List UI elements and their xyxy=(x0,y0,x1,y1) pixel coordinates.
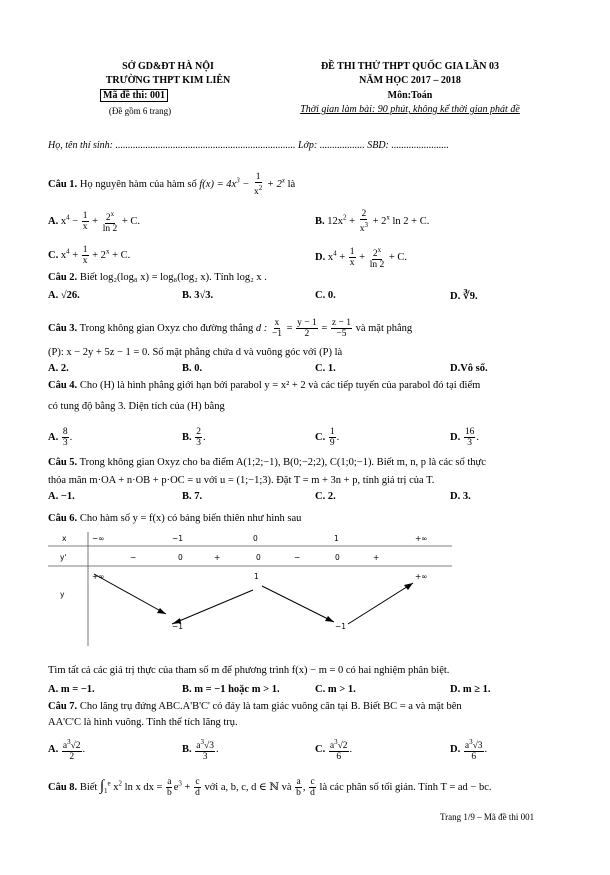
q2-option-a[interactable]: A. √26. xyxy=(48,290,80,301)
q6-option-c[interactable]: C. m > 1. xyxy=(315,684,356,695)
question-7: Câu 7. Cho lăng trụ đứng ABC.A'B'C' có đáy là tam giác vuông cân tại B. Biết BC = a và mặt bên xyxy=(48,701,462,712)
school-year: NĂM HỌC 2017 – 2018 xyxy=(359,75,461,86)
department-name: SỞ GD&ĐT HÀ NỘI xyxy=(122,61,214,72)
q2-option-d[interactable]: D. ∛9. xyxy=(450,291,478,302)
yprime-sign: − xyxy=(294,553,301,562)
school-name: TRƯỜNG THPT KIM LIÊN xyxy=(105,75,231,86)
student-info-line: Họ, tên thí sinh: ........................................................................ Lớp: .................. SBD: ....................... xyxy=(48,140,449,151)
x-row-label: x xyxy=(62,534,67,543)
q7-option-c[interactable]: C. $\frac{a^3√2}{6}$ . xyxy=(315,738,353,763)
question-8: Câu 8. Biết $\int_1^e$ $x^2$ ln x dx = $\frac{a}{b}$ $e^3$ + $\frac{c}{d}$ với a, b, c, d ∈ ℕ và $\frac{a}{b}$ , $\frac{c}{d}$ là các phân số tối giản. Tính T = ad − bc. xyxy=(48,777,492,798)
q6-option-b[interactable]: B. m = −1 hoặc m > 1. xyxy=(182,684,280,695)
x-value: −∞ xyxy=(92,534,105,543)
yprime-row-label: y' xyxy=(60,553,67,562)
question-5-line-2: thỏa mãn m·OA + n·OB + p·OC = u với u = (1;−1;3). Đặt T = m + 3n + p, tính giá trị của T. xyxy=(48,475,435,486)
yprime-sign: − xyxy=(130,553,137,562)
q4-option-d[interactable]: D. $\frac{16}{3}$ . xyxy=(450,427,479,448)
question-2: Câu 2. Biết log₂(log₈ x) = log₈(log₂ x). Tính log₂ x . xyxy=(48,272,267,283)
q3-option-b[interactable]: B. 0. xyxy=(182,363,203,374)
q4-option-b[interactable]: B. $\frac{2}{3}$ . xyxy=(182,427,206,448)
y-row-label: y xyxy=(60,590,65,599)
q4-option-c[interactable]: C. $\frac{1}{9}$ . xyxy=(315,427,340,448)
q7-option-a[interactable]: A. $\frac{a^3√2}{2}$ . xyxy=(48,738,86,763)
q2-option-c[interactable]: C. 0. xyxy=(315,290,336,301)
x-value: +∞ xyxy=(415,534,428,543)
question-4-line-2: có tung độ bằng 3. Diện tích của (H) bằng xyxy=(48,401,225,412)
y-value: +∞ xyxy=(415,572,428,581)
q5-option-a[interactable]: A. −1. xyxy=(48,491,75,502)
question-5: Câu 5. Trong không gian Oxyz cho ba điểm A(1;2;−1), B(0;−2;2), C(1;0;−1). Biết m, n, p là các số thực xyxy=(48,457,486,468)
x-value: 1 xyxy=(334,534,339,543)
question-3-line-2: (P): x − 2y + 5z − 1 = 0. Số mặt phẳng chứa d và vuông góc với (P) là xyxy=(48,347,343,358)
question-1: Câu 1. Họ nguyên hàm của hàm số $f(x) = 4x^3$ − $\frac{1}{x^2}$ + $2^x$ là xyxy=(48,172,296,198)
question-3: Câu 3. Trong không gian Oxyz cho đường thẳng d : $\frac{x}{-1}$ = $\frac{y - 1}{2}$ = $\frac{z - 1}{-5}$ và mặt phẳng xyxy=(48,318,413,339)
question-6-line-2: Tìm tất cả các giá trị thực của tham số m để phương trình f(x) − m = 0 có hai nghiệm phân biệt. xyxy=(48,665,450,676)
q1-option-b[interactable]: B. $12x^2$ + $\frac{2}{x^3}$ + $2^x$ ln 2 + C. xyxy=(315,209,430,235)
q6-option-d[interactable]: D. m ≥ 1. xyxy=(450,684,491,695)
q4-option-a[interactable]: A. $\frac{8}{3}$ . xyxy=(48,427,73,448)
q5-option-b[interactable]: B. 7. xyxy=(182,491,203,502)
y-value: −1 xyxy=(172,622,184,631)
question-6: Câu 6. Cho hàm số y = f(x) có bảng biến thiên như hình sau xyxy=(48,513,302,524)
q7-option-d[interactable]: D. $\frac{a^3√3}{6}$ . xyxy=(450,738,488,763)
subject: Môn:Toán xyxy=(387,90,433,101)
q6-option-a[interactable]: A. m = −1. xyxy=(48,684,95,695)
q7-option-b[interactable]: B. $\frac{a^3√3}{3}$ . xyxy=(182,738,219,763)
variation-table-lines xyxy=(48,528,452,648)
q3-option-a[interactable]: A. 2. xyxy=(48,363,69,374)
q3-option-d[interactable]: D.Vô số. xyxy=(450,363,488,374)
q2-option-b[interactable]: B. 3√3. xyxy=(182,290,214,301)
exam-title: ĐỀ THI THỬ THPT QUỐC GIA LẦN 03 xyxy=(320,61,500,72)
q1-option-a[interactable]: A. $x^4$ − $\frac{1}{x}$ + $\frac{2^x}{\ln 2}$ + C. xyxy=(48,210,141,235)
variation-table xyxy=(48,528,452,648)
q5-option-d[interactable]: D. 3. xyxy=(450,491,471,502)
pages-note: (Đề gồm 6 trang) xyxy=(108,106,172,116)
exam-code: Mã đề thi: 001 xyxy=(100,90,168,101)
q1-option-c[interactable]: C. $x^4$ + $\frac{1}{x}$ + $2^x + C$. xyxy=(48,245,131,266)
y-value: 1 xyxy=(254,572,259,581)
y-value: +∞ xyxy=(92,572,105,581)
x-value: 0 xyxy=(253,534,258,543)
q1-option-d[interactable]: D. $x^4$ + $\frac{1}{x}$ + $\frac{2^x}{\ln 2}$ + C. xyxy=(315,246,408,271)
yprime-sign: 0 xyxy=(256,553,261,562)
time-note: Thời gian làm bài: 90 phút, không kể thời gian phát đề xyxy=(300,104,520,115)
yprime-sign: 0 xyxy=(335,553,340,562)
q5-option-c[interactable]: C. 2. xyxy=(315,491,336,502)
q3-option-c[interactable]: C. 1. xyxy=(315,363,336,374)
question-4: Câu 4. Cho (H) là hình phẳng giới hạn bởi parabol y = x² + 2 và các tiếp tuyến của parabol đó tại điểm xyxy=(48,380,481,391)
yprime-sign: + xyxy=(373,553,380,562)
yprime-sign: + xyxy=(214,553,221,562)
question-7-line-2: AA'C'C là hình vuông. Tính thể tích lăng trụ. xyxy=(48,717,238,728)
x-value: −1 xyxy=(172,534,184,543)
page-footer: Trang 1/9 – Mã đề thi 001 xyxy=(440,812,535,822)
yprime-sign: 0 xyxy=(178,553,183,562)
y-value: −1 xyxy=(335,622,347,631)
